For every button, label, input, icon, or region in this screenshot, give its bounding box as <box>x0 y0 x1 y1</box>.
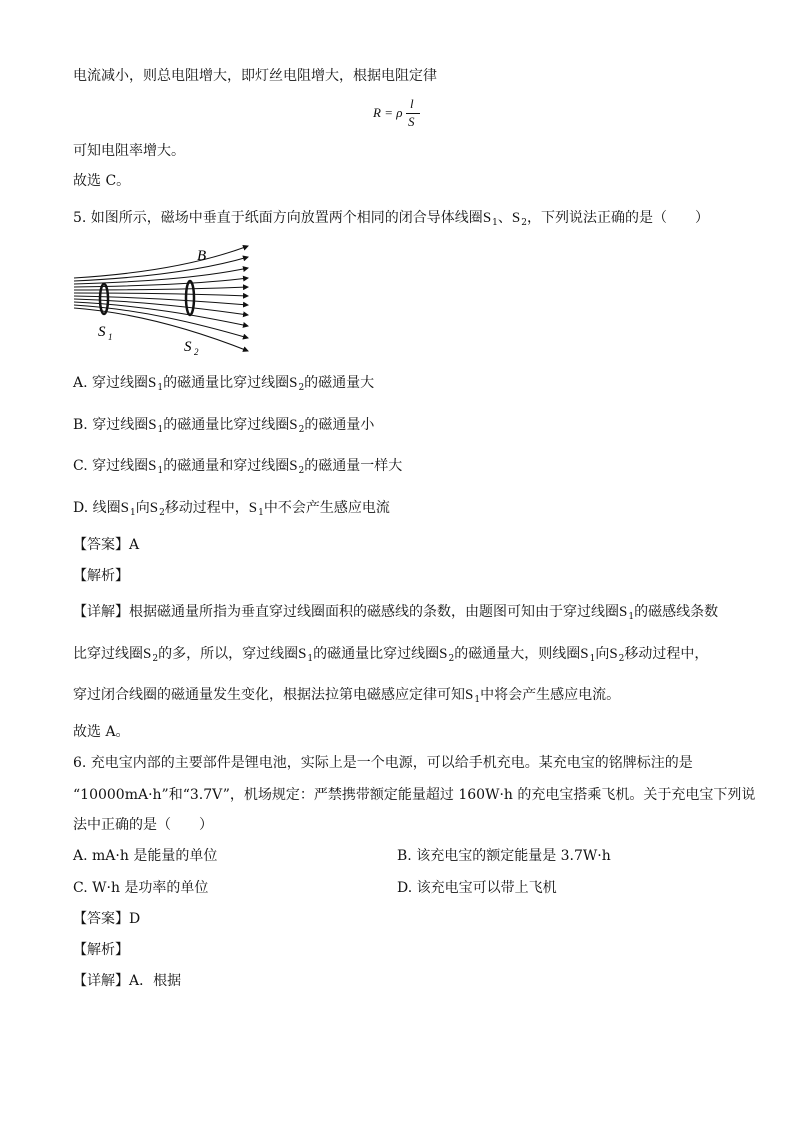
coil-label-s2: S <box>184 339 192 355</box>
text-line: 可知电阻率增大。 <box>73 143 185 159</box>
text-line: 电流减小，则总电阻增大，即灯丝电阻增大，根据电阻定律 <box>73 68 437 84</box>
formula-lhs: R = ρ <box>373 105 403 120</box>
field-label-b: B <box>197 248 207 264</box>
option-d: D. 该充电宝可以带上飞机 <box>397 880 557 896</box>
option-c: C. 穿过线圈$S_1$的磁通量和穿过线圈$S_2$的磁通量一样大 <box>73 458 403 476</box>
resistance-formula <box>373 96 433 132</box>
option-b: B. 该充电宝的额定能量是 3.7W·h <box>397 848 611 864</box>
question-6-stem: 6. 充电宝内部的主要部件是锂电池，实际上是一个电源，可以给手机充电。某充电宝的铭牌标注的是 <box>73 755 693 771</box>
coil-label-s1-sub: 1 <box>108 332 113 342</box>
magnetic-field-figure <box>70 238 260 363</box>
field-line <box>74 246 248 278</box>
formula-numerator: l <box>410 96 414 111</box>
option-c: C. W·h 是功率的单位 <box>73 880 209 896</box>
question-5-stem: 5. 如图所示，磁场中垂直于纸面方向放置两个相同的闭合导体线圈$S_1$、$S_2$，下列说法正确的是（ ） <box>73 210 709 228</box>
question-6-stem: 法中正确的是（ ） <box>73 817 213 833</box>
detail-line: 穿过闭合线圈的磁通量发生变化，根据法拉第电磁感应定律可知$S_1$中将会产生感应电流。 <box>73 687 621 705</box>
choose-line: 故选 A。 <box>73 724 130 740</box>
question-6-stem: “10000mA·h”和“3.7V”，机场规定：严禁携带额定能量超过 160W·h 的充电宝搭乘飞机。关于充电宝下列说 <box>73 787 756 803</box>
analysis-label: 【解析】 <box>73 942 129 958</box>
formula-denominator: S <box>408 114 415 129</box>
analysis-label: 【解析】 <box>73 568 129 584</box>
text-line: 故选 C。 <box>73 173 131 189</box>
coil-s1 <box>100 284 108 314</box>
option-d: D. 线圈$S_1$向$S_2$移动过程中，$S_1$中不会产生感应电流 <box>73 500 390 518</box>
field-line <box>74 257 248 281</box>
detail-line: 【详解】根据磁通量所指为垂直穿过线圈面积的磁感线的条数，由题图可知由于穿过线圈$S_1$的磁感线条数 <box>73 604 719 622</box>
coil-s2 <box>186 281 194 315</box>
answer-label: 【答案】D <box>73 911 141 927</box>
option-a: A. mA·h 是能量的单位 <box>73 848 218 864</box>
detail-line: 比穿过线圈$S_2$的多，所以，穿过线圈$S_1$的磁通量比穿过线圈$S_2$的磁通量大，则线圈$S_1$向$S_2$移动过程中， <box>73 646 709 664</box>
answer-label: 【答案】A <box>73 537 140 553</box>
option-a: A. 穿过线圈$S_1$的磁通量比穿过线圈$S_2$的磁通量大 <box>73 375 375 393</box>
option-b: B. 穿过线圈$S_1$的磁通量比穿过线圈$S_2$的磁通量小 <box>73 417 375 435</box>
detail-line: 【详解】A．根据 <box>73 973 182 989</box>
coil-label-s2-sub: 2 <box>194 347 199 357</box>
coil-label-s1: S <box>98 324 106 340</box>
